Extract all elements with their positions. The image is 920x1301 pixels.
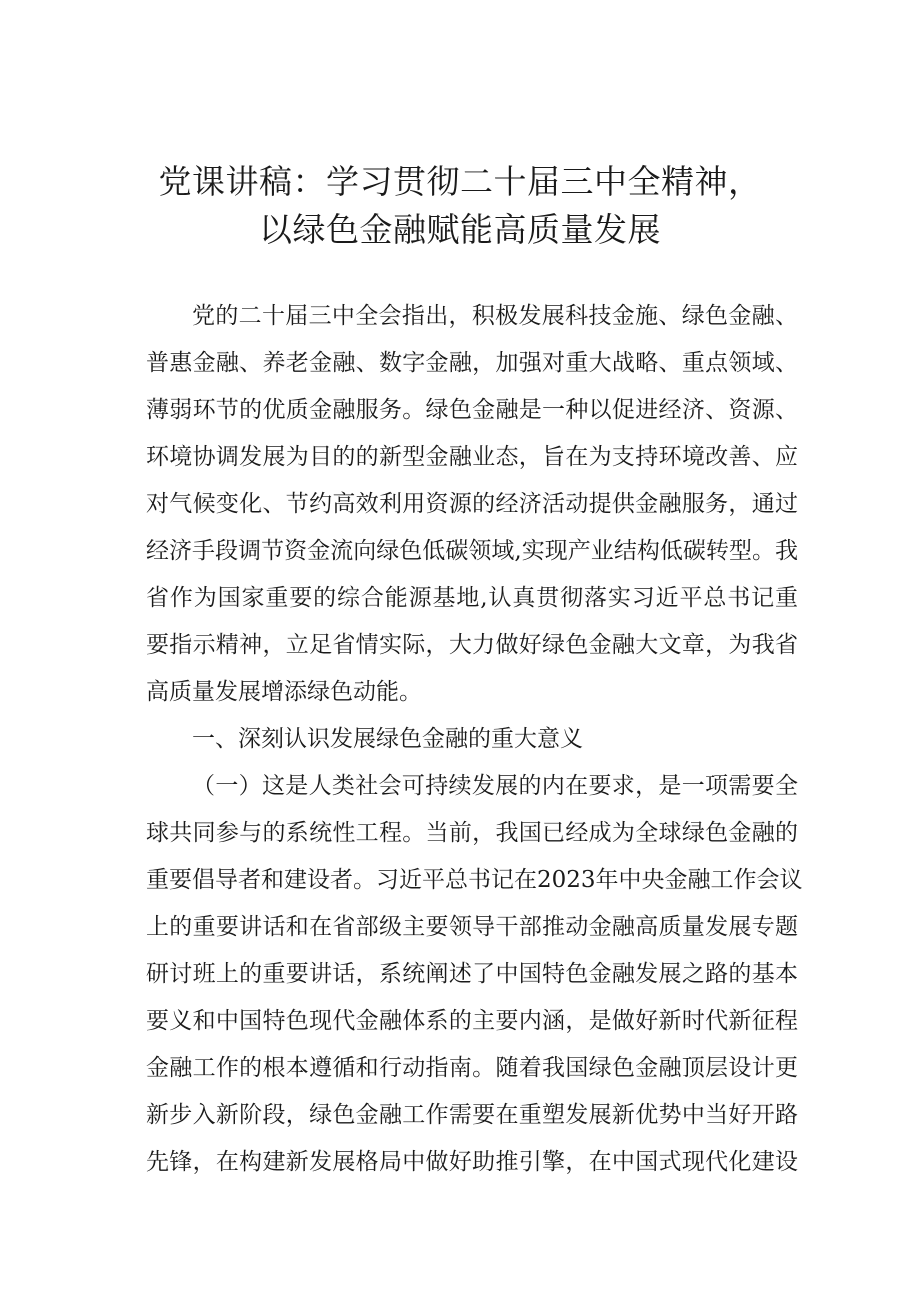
document-title-line-1: 党课讲稿：学习贯彻二十届三中全精神， <box>158 162 762 201</box>
document-title-line-2: 以绿色金融赋能高质量发展 <box>259 210 661 249</box>
paragraph-line: 重要倡导者和建设者。习近平总书记在2023年中央金融工作会议 <box>146 867 803 893</box>
paragraph-line: 省作为国家重要的综合能源基地,认真贯彻落实习近平总书记重 <box>146 585 798 611</box>
paragraph-line: 要指示精神，立足省情实际，大力做好绿色金融大文章，为我省 <box>146 632 798 658</box>
paragraph-line: 高质量发展增添绿色动能。 <box>146 679 422 705</box>
paragraph-line: 对气候变化、节约高效利用资源的经济活动提供金融服务，通过 <box>146 491 798 517</box>
paragraph-line: 新步入新阶段，绿色金融工作需要在重塑发展新优势中当好开路 <box>146 1102 798 1128</box>
paragraph-line: 普惠金融、养老金融、数字金融，加强对重大战略、重点领域、 <box>146 350 798 376</box>
paragraph-line: （一）这是人类社会可持续发展的内在要求，是一项需要全 <box>192 773 798 799</box>
paragraph-line: 环境协调发展为目的的新型金融业态，旨在为支持环境改善、应 <box>146 444 798 470</box>
paragraph-line: 研讨班上的重要讲话，系统阐述了中国特色金融发展之路的基本 <box>146 961 798 987</box>
paragraph-line: 球共同参与的系统性工程。当前，我国已经成为全球绿色金融的 <box>146 820 798 846</box>
paragraph-line: 金融工作的根本遵循和行动指南。随着我国绿色金融顶层设计更 <box>146 1055 798 1081</box>
paragraph-line: 薄弱环节的优质金融服务。绿色金融是一种以促进经济、资源、 <box>146 397 798 423</box>
section-heading: 一、深刻认识发展绿色金融的重大意义 <box>192 726 583 752</box>
paragraph-line: 先锋，在构建新发展格局中做好助推引擎，在中国式现代化建设 <box>146 1149 798 1175</box>
paragraph-line: 经济手段调节资金流向绿色低碳领域,实现产业结构低碳转型。我 <box>146 538 798 564</box>
paragraph-line: 上的重要讲话和在省部级主要领导干部推动金融高质量发展专题 <box>146 914 798 940</box>
paragraph-line: 党的二十届三中全会指出，积极发展科技金施、绿色金融、 <box>192 303 798 329</box>
paragraph-line: 要义和中国特色现代金融体系的主要内涵，是做好新时代新征程 <box>146 1008 798 1034</box>
